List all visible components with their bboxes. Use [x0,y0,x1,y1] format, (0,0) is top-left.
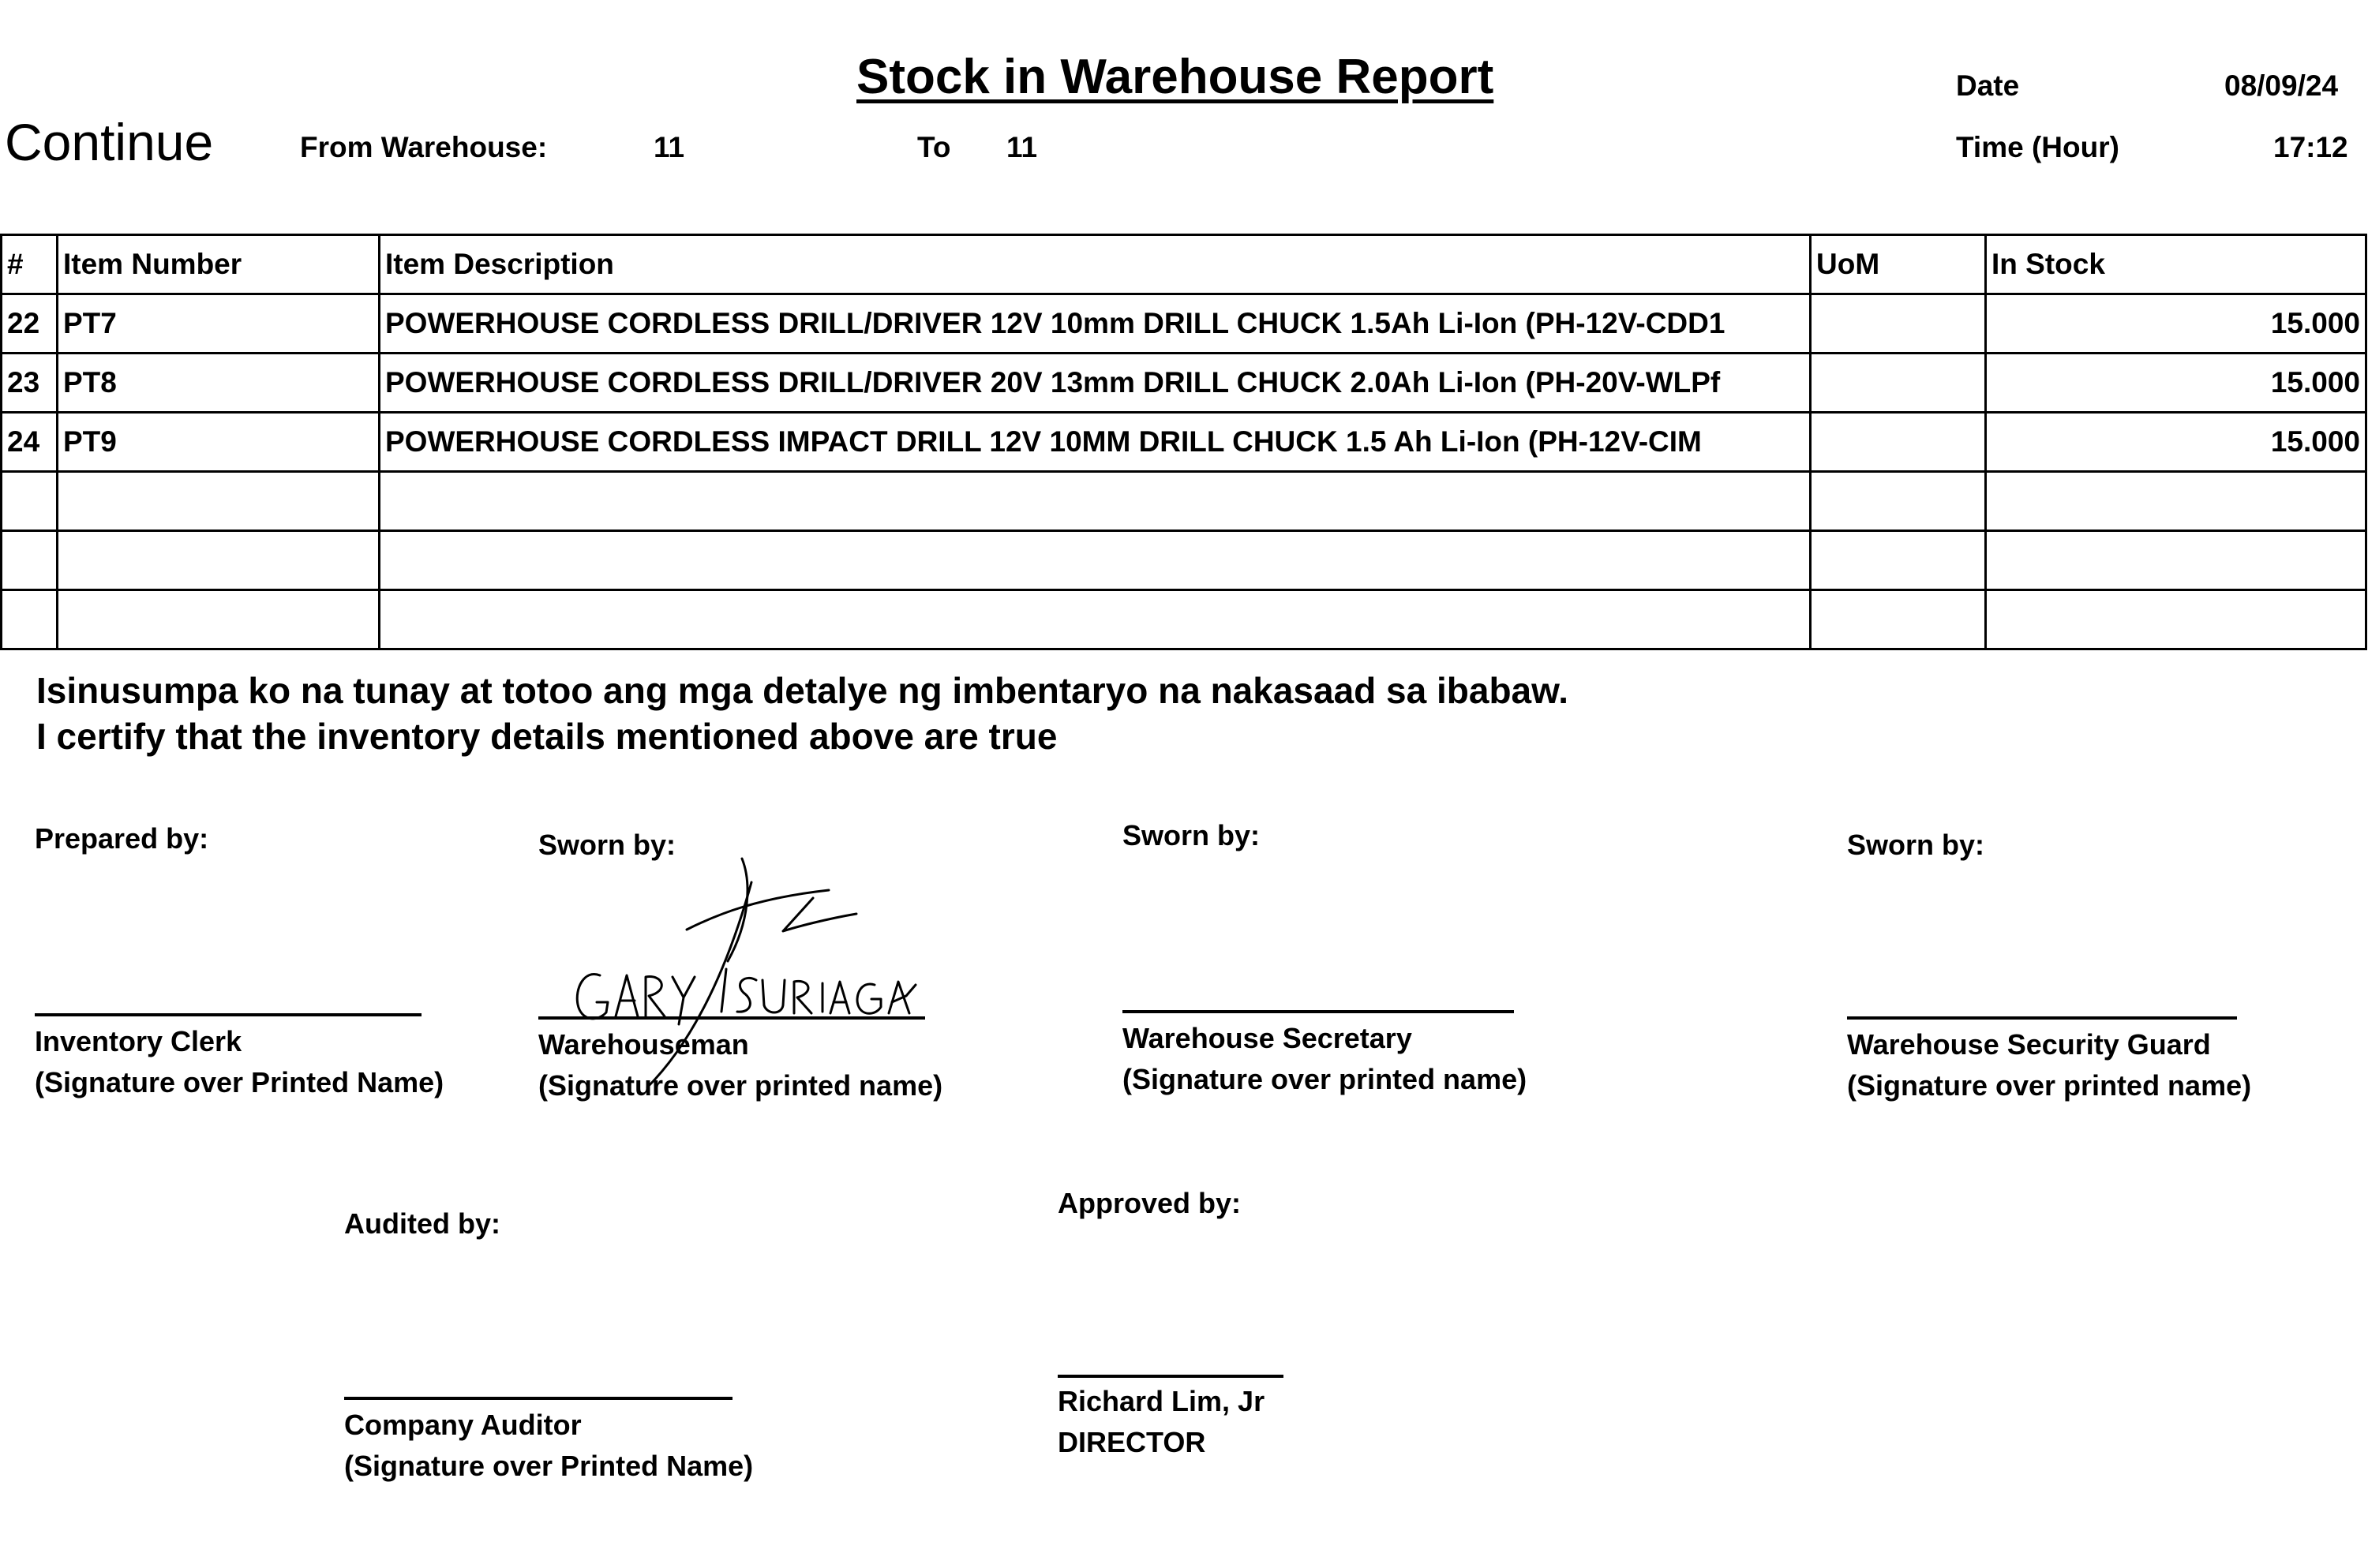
item-description: POWERHOUSE CORDLESS DRILL/DRIVER 12V 10mm DRILL CHUCK 1.5Ah Li-Ion (PH-12V-CDD1 [380,294,1811,354]
col-header-in-stock: In Stock [1986,235,2366,294]
from-warehouse-value: 11 [654,131,685,163]
in-stock: 15.000 [1986,294,2366,354]
item-description [380,531,1811,590]
in-stock: 15.000 [1986,354,2366,413]
to-warehouse-label: To [917,131,951,163]
warehouse-secretary-role: Warehouse Secretary [1122,1022,1412,1054]
company-auditor-role: Company Auditor [344,1409,582,1441]
company-auditor-note: (Signature over Printed Name) [344,1450,754,1482]
table-row [2,354,2366,413]
uom [1811,472,1986,531]
uom [1811,413,1986,472]
uom [1811,354,1986,413]
security-guard-role: Warehouse Security Guard [1847,1028,2211,1061]
in-stock [1986,472,2366,531]
time-value: 17:12 [2273,131,2348,163]
sworn-by-label-1: Sworn by: [538,829,676,861]
prepared-by-note: (Signature over Printed Name) [35,1066,444,1098]
row-number: 24 [2,413,58,472]
table-header-row [2,235,2366,294]
warehouseman-note: (Signature over printed name) [538,1069,943,1102]
sworn-by-signature-line-3 [1847,1016,2237,1020]
from-warehouse-label: From Warehouse: [300,131,548,163]
table-row [2,294,2366,354]
row-number [2,590,58,649]
approver-name: Richard Lim, Jr [1058,1385,1265,1417]
item-number [58,472,380,531]
item-description: POWERHOUSE CORDLESS IMPACT DRILL 12V 10MM DRILL CHUCK 1.5 Ah Li-Ion (PH-12V-CIM [380,413,1811,472]
handwritten-signature [545,851,987,1103]
item-number: PT9 [58,413,380,472]
row-number [2,472,58,531]
audited-by-signature-line [344,1397,733,1400]
audited-by-label: Audited by: [344,1207,500,1240]
col-header-item-description: Item Description [380,235,1811,294]
certification-line-english: I certify that the inventory details mentioned above are true [36,716,1058,757]
row-number: 22 [2,294,58,354]
item-number: PT7 [58,294,380,354]
table-row [2,590,2366,649]
sworn-by-label-3: Sworn by: [1847,829,1985,861]
in-stock [1986,531,2366,590]
col-header-item-number: Item Number [58,235,380,294]
uom [1811,531,1986,590]
prepared-by-label: Prepared by: [35,822,209,855]
warehouseman-role: Warehouseman [538,1028,749,1061]
in-stock [1986,590,2366,649]
col-header-uom: UoM [1811,235,1986,294]
certification-line-tagalog: Isinusumpa ko na tunay at totoo ang mga detalye ng imbentaryo na nakasaad sa ibabaw. [36,670,1568,711]
table-row [2,413,2366,472]
approver-title: DIRECTOR [1058,1426,1206,1458]
prepared-by-signature-line [35,1013,422,1016]
continue-label: Continue [5,113,214,171]
item-number [58,531,380,590]
report-title: Stock in Warehouse Report [856,50,1494,104]
sworn-by-signature-line-2 [1122,1010,1514,1013]
sworn-by-label-2: Sworn by: [1122,819,1261,851]
row-number: 23 [2,354,58,413]
time-label: Time (Hour) [1956,131,2119,163]
item-number [58,590,380,649]
row-number [2,531,58,590]
table-row [2,531,2366,590]
uom [1811,590,1986,649]
col-header-number: # [2,235,58,294]
approved-by-label: Approved by: [1058,1187,1242,1219]
to-warehouse-value: 11 [1006,131,1038,163]
item-description [380,472,1811,531]
item-description [380,590,1811,649]
in-stock: 15.000 [1986,413,2366,472]
table-row [2,472,2366,531]
uom [1811,294,1986,354]
item-description: POWERHOUSE CORDLESS DRILL/DRIVER 20V 13mm DRILL CHUCK 2.0Ah Li-Ion (PH-20V-WLPf [380,354,1811,413]
security-guard-note: (Signature over printed name) [1847,1069,2252,1102]
prepared-by-role: Inventory Clerk [35,1025,242,1057]
warehouse-secretary-note: (Signature over printed name) [1122,1063,1527,1095]
item-number: PT8 [58,354,380,413]
approved-by-signature-line [1058,1375,1283,1378]
date-value: 08/09/24 [2224,69,2339,102]
stock-table [0,234,2367,650]
date-label: Date [1956,69,2020,102]
